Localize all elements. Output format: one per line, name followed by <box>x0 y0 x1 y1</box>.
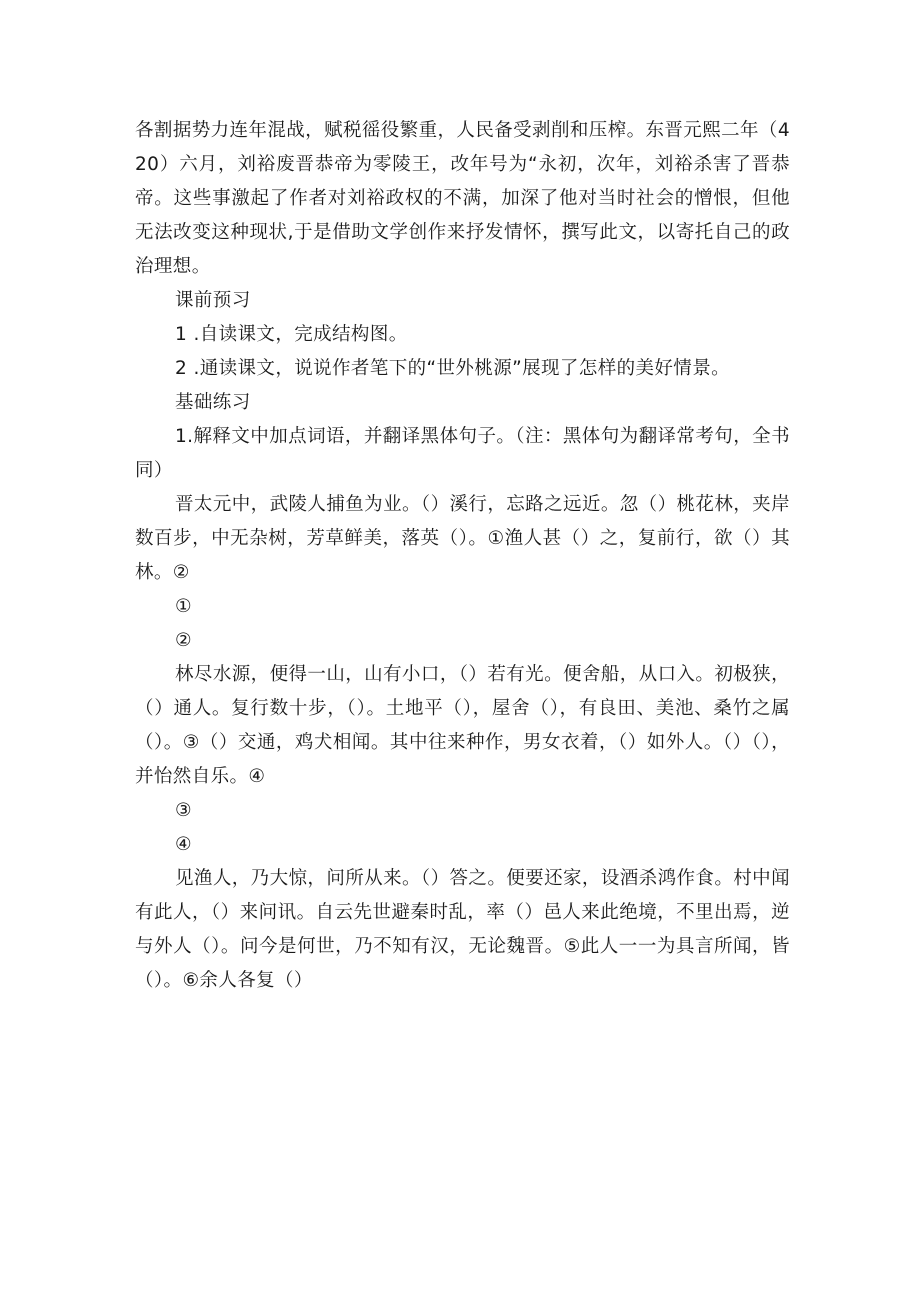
practice-instruction: 1.解释文中加点词语，并翻译黑体句子。（注：黑体句为翻译常考句，全书同） <box>135 426 790 481</box>
answer-marker-4: ④ <box>175 834 192 855</box>
passage-3: 见渔人，乃大惊，问所从来。（）答之。便要还家，设酒杀鸿作食。村中闻有此人，（）来问讯。自云先世避秦时乱，率（）邑人来此绝境，不里出焉，逆与外人（）。问今是何世，乃不知有汉，无论魏晋。⑤此人一一为具言所闻，皆（）。⑥余人各复（） <box>135 868 790 991</box>
answer-marker-3: ③ <box>175 800 192 821</box>
preview-item-1: 1 .自读课文，完成结构图。 <box>175 324 408 345</box>
answer-marker-2: ② <box>175 630 192 651</box>
answer-marker-1: ① <box>175 596 192 617</box>
preview-item-2: 2 .通读课文，说说作者笔下的“世外桃源”展现了怎样的美好情景。 <box>175 358 731 379</box>
passage-1: 晋太元中，武陵人捕鱼为业。（）溪行，忘路之远近。忽（）桃花林，夹岸数百步，中无杂树，芳草鲜美，落英（）。①渔人甚（）之，复前行，欲（）其林。② <box>135 494 790 583</box>
intro-paragraph: 各割据势力连年混战，赋税徭役繁重，人民备受剥削和压榨。东晋元熙二年（420）六月，刘裕废晋恭帝为零陵王，改年号为“永初，次年，刘裕杀害了晋恭帝。这些事激起了作者对刘裕政权的不满，加深了他对当时社会的憎恨，但他无法改变这种现状,于是借助文学创作来抒发情怀，撰写此文，以寄托自己的政治理想。 <box>135 120 790 277</box>
document-page <box>135 114 790 998</box>
preview-heading: 课前预习 <box>175 290 251 311</box>
practice-heading: 基础练习 <box>175 392 251 413</box>
passage-2: 林尽水源，便得一山，山有小口，（）若有光。便舍船，从口入。初极狭，（）通人。复行数十步，（）。土地平（），屋舍（），有良田、美池、桑竹之属（）。③（）交通，鸡犬相闻。其中往来种作，男女衣着，（）如外人。（）（），并怡然自乐。④ <box>135 664 790 787</box>
